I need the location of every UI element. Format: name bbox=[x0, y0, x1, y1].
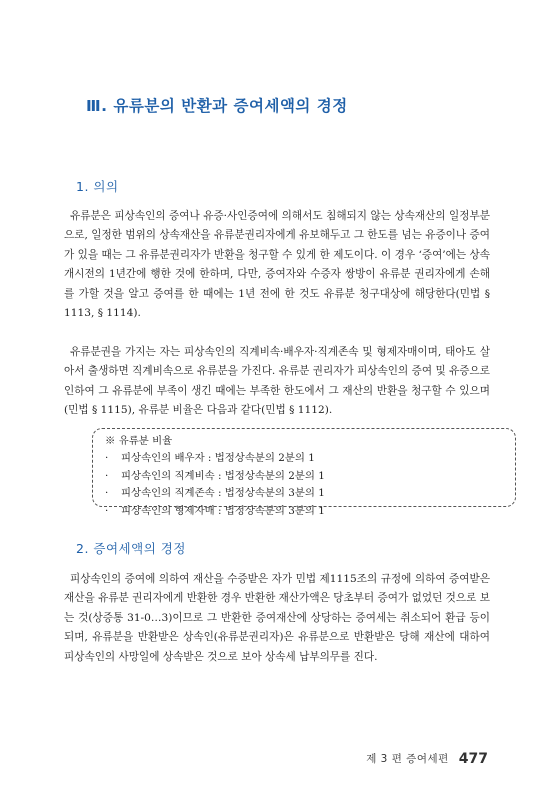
subsection-title-2: 2. 증여세액의 경정 bbox=[76, 541, 186, 556]
ratio-item bbox=[105, 503, 515, 520]
section-heading: Ⅲ. 유류분의 반환과 증여세액의 경정 bbox=[86, 94, 506, 116]
paragraph-rights-holders: 유류분권을 가지는 자는 피상속인의 직계비속·배우자·직계존속 및 형제자매이며, 태아도 살아서 출생하면 직계비속으로 유류분을 가진다. 유류분 권리자가 피상속인의 증여 및 유증으로 인하여 그 유류분에 부족이 생긴 때에는 부족한 한도에서 그 재산의 반환을 청구할 수 있으며(민법 § 1115), 유류분 비율은 다음과 같다(민법 § 1112). bbox=[64, 346, 490, 417]
ratio-item-text: 피상속인의 형제자매 : 법정상속분의 3분의 1 bbox=[121, 504, 325, 517]
paragraph-definition: 유류분은 피상속인의 증여나 유증·사인증여에 의해서도 침해되지 않는 상속재산의 일정부분으로, 일정한 범위의 상속재산을 유류분권리자에게 유보해두고 그 한도를 넘는 유증이나 증여가 있을 때는 그 유류분권리자가 반환을 청구할 수 있게 한 제도이다. 이 경우 ‘증여’에는 상속개시전의 1년간에 행한 것에 한하며, 다만, 증여자와 수증자 쌍방이 유류분 권리자에게 손해를 가할 것을 알고 증여를 한 때에는 1년 전에 한 것도 유류분 청구대상에 해당한다(민법 § 1113, § 1114). bbox=[64, 210, 490, 320]
ratio-item-text: 피상속인의 직계비속 : 법정상속분의 2분의 1 bbox=[121, 469, 325, 482]
ratio-item-text: 피상속인의 직계존속 : 법정상속분의 3분의 1 bbox=[121, 487, 325, 500]
chapter-label: 제 3 편 증여세편 bbox=[366, 753, 449, 765]
bullet-mark: · bbox=[105, 504, 109, 517]
ratio-box bbox=[92, 428, 516, 517]
ratio-item bbox=[105, 450, 515, 467]
ratio-item-text: 피상속인의 배우자 : 법정상속분의 2분의 1 bbox=[121, 452, 315, 465]
paragraph-tax-correction: 피상속인의 증여에 의하여 재산을 수증받은 자가 민법 제1115조의 규정에 의하여 증여받은 재산을 유류분 권리자에게 반환한 경우 반환한 재산가액은 당초부터 증여가 없었던 것으로 보는 것(상증통 31-0…3)이므로 그 반환한 증여재산에 상당하는 증여세는 취소되어 환급 등이 되며, 유류분을 반환받은 상속인(유류분권리자)은 유류분으로 반환받은 당해 재산에 대하여 피상속인의 사망일에 상속받은 것으로 보아 상속세 납부의무를 진다. bbox=[64, 573, 490, 663]
ratio-box-title: ※ 유류분 비율 bbox=[105, 435, 173, 447]
page-number: 477 bbox=[458, 751, 488, 767]
page-footer bbox=[366, 747, 488, 767]
ratio-item bbox=[105, 485, 515, 502]
bullet-mark: · bbox=[105, 469, 109, 482]
bullet-mark: · bbox=[105, 487, 109, 500]
ratio-item bbox=[105, 468, 515, 485]
bullet-mark: · bbox=[105, 452, 109, 465]
subsection-title-1: 1. 의의 bbox=[76, 179, 119, 194]
